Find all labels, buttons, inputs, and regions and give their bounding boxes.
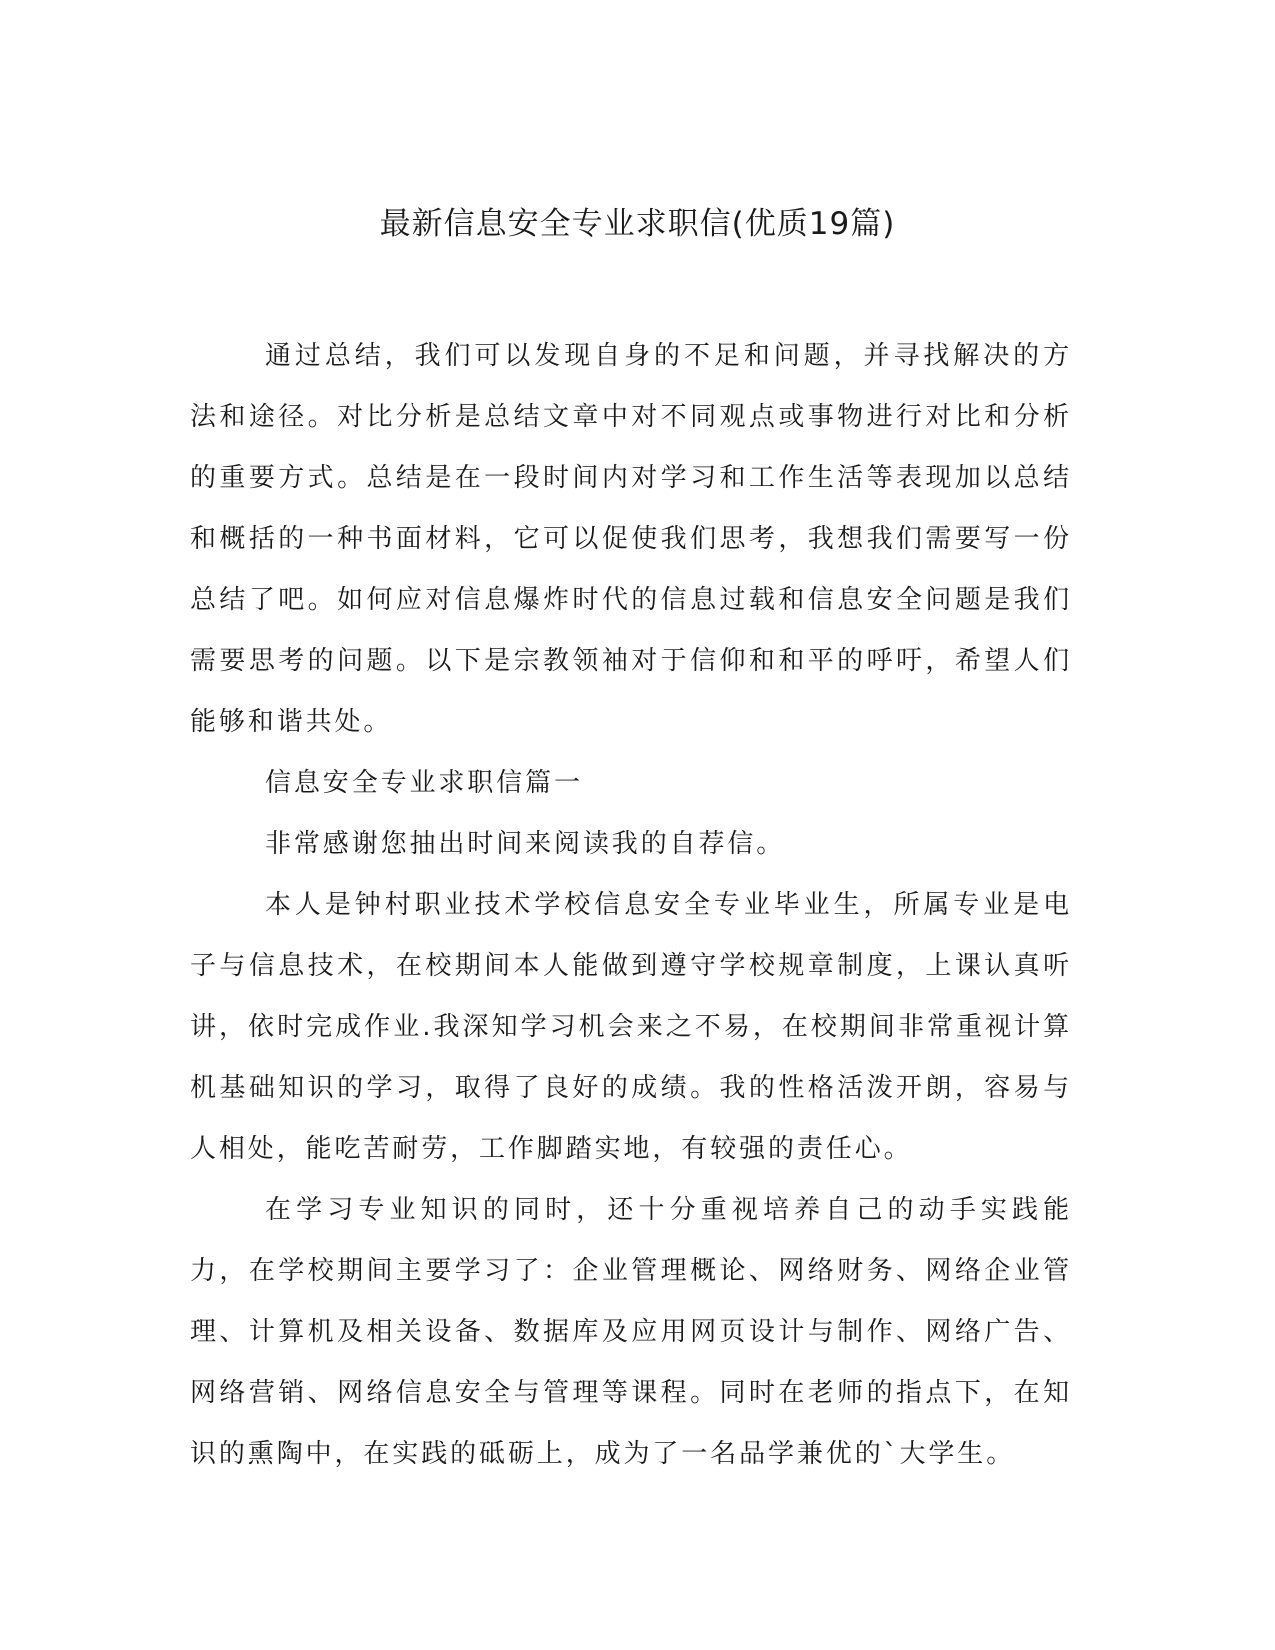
document-title: 最新信息安全专业求职信(优质19篇) <box>379 206 896 242</box>
greeting-paragraph: 非常感谢您抽出时间来阅读我的自荐信。 <box>265 829 786 859</box>
self-intro-paragraph: 本人是钟村职业技术学校信息安全专业毕业生，所属专业是电子与信息技术，在校期间本人能做到遵守学校规章制度，上课认真听讲，依时完成作业.我深知学习机会来之不易，在校期间非常重视计算机基础知识的学习，取得了良好的成绩。我的性格活泼开朗，容易与人相处，能吃苦耐劳，工作脚踏实地，有较强的责任心。 <box>190 890 1072 1164</box>
section-heading: 信息安全专业求职信篇一 <box>265 768 583 798</box>
document-body <box>190 326 1072 1485</box>
intro-paragraph: 通过总结，我们可以发现自身的不足和问题，并寻找解决的方法和途径。对比分析是总结文章中对不同观点或事物进行对比和分析的重要方式。总结是在一段时间内对学习和工作生活等表现加以总结和概括的一种书面材料，它可以促使我们思考，我想我们需要写一份总结了吧。如何应对信息爆炸时代的信息过载和信息安全问题是我们需要思考的问题。以下是宗教领袖对于信仰和和平的呼吁，希望人们能够和谐共处。 <box>190 341 1072 737</box>
study-paragraph: 在学习专业知识的同时，还十分重视培养自己的动手实践能力，在学校期间主要学习了：企业管理概论、网络财务、网络企业管理、计算机及相关设备、数据库及应用网页设计与制作、网络广告、网络营销、网络信息安全与管理等课程。同时在老师的指点下，在知识的熏陶中，在实践的砥砺上，成为了一名品学兼优的`大学生。 <box>190 1195 1072 1469</box>
